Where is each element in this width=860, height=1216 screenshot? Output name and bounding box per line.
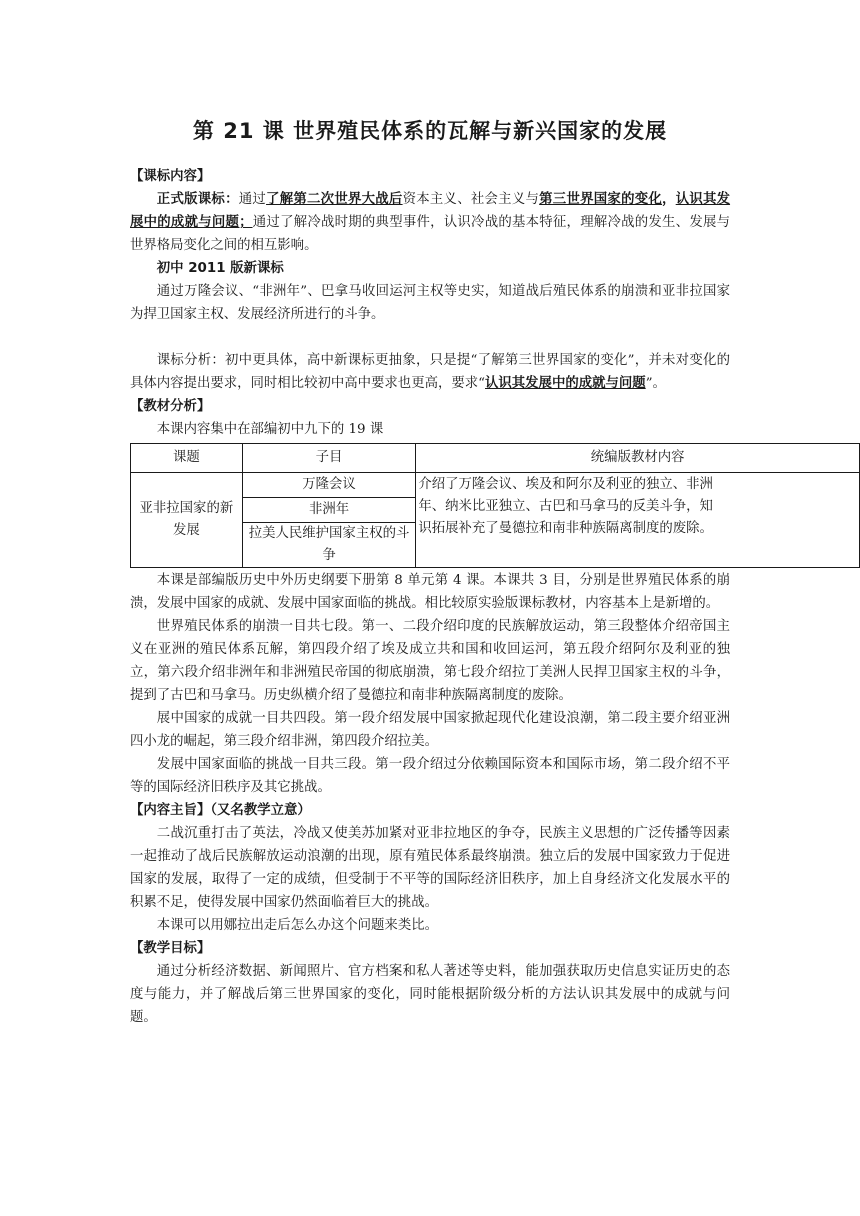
table-header-content: 统编版教材内容 bbox=[416, 444, 860, 473]
page-title: 第 21 课 世界殖民体系的瓦解与新兴国家的发展 bbox=[192, 119, 668, 143]
table-row bbox=[131, 473, 860, 498]
table-cell-subitem: 万隆会议 bbox=[242, 473, 416, 498]
table-cell-topic: 亚非拉国家的新发展 bbox=[131, 473, 243, 568]
underlined-text: 第三世界国家的变化 bbox=[539, 192, 663, 207]
underlined-text: 了解第二次世界大战后 bbox=[266, 192, 403, 207]
table-header-topic: 课题 bbox=[131, 444, 243, 473]
paragraph-textbook-4: 发展中国家面临的挑战一目共三段。第一段介绍过分依赖国际资本和国际市场，第二段介绍不平等的国际经济旧秩序及其它挑战。 bbox=[130, 757, 730, 795]
label-official: 正式版课标： bbox=[156, 192, 239, 207]
table-cell-subitem: 拉美人民维护国家主权的斗争 bbox=[242, 523, 416, 568]
underlined-text: 认识其发展中的成就与问题； bbox=[130, 192, 731, 230]
underlined-text: 认识其发展中的成就与问题 bbox=[485, 376, 646, 391]
text-run: ”。 bbox=[645, 376, 666, 391]
blank-line bbox=[130, 326, 730, 349]
paragraph-theme-1: 二战沉重打击了英法，冷战又使美苏加紧对亚非拉地区的争夺，民族主义思想的广泛传播等因素一起推动了战后民族解放运动浪潮的出现，原有殖民体系最终崩溃。独立后的发展中国家致力于促进国家的发展，取得了一定的成绩，但受制于不平等的国际经济旧秩序，加上自身经济文化发展水平的积累不足，使得发展中国家仍然面临着巨大的挑战。 bbox=[130, 826, 730, 910]
text-run: 资本主义、社会主义与 bbox=[402, 192, 540, 207]
paragraph-textbook-intro: 本课内容集中在部编初中九下的 19 课 bbox=[156, 422, 384, 437]
paragraph-objectives-1: 通过分析经济数据、新闻照片、官方档案和私人著述等史料，能加强获取历史信息实证历史的态度与能力，并了解战后第三世界国家的变化，同时能根据阶级分析的方法认识其发展中的成就与问题。 bbox=[130, 964, 730, 1025]
paragraph-textbook-3: 展中国家的成就一目共四段。第一段介绍发展中国家掀起现代化建设浪潮，第二段主要介绍亚洲四小龙的崛起，第三段介绍非洲，第四段介绍拉美。 bbox=[130, 711, 730, 749]
paragraph-official-standard bbox=[130, 188, 730, 257]
text-run: ， bbox=[662, 192, 676, 207]
document-body bbox=[130, 165, 730, 1029]
paragraph-textbook-1: 本课是部编版历史中外历史纲要下册第 8 单元第 4 课。本课共 3 目，分别是世界殖民体系的崩溃，发展中国家的成就、发展中国家面临的挑战。相比较原实验版课标教材，内容基本上是新增的。 bbox=[130, 573, 730, 611]
paragraph-standard-analysis bbox=[130, 349, 730, 395]
paragraph-textbook-2: 世界殖民体系的崩溃一目共七段。第一、二段介绍印度的民族解放运动，第三段整体介绍帝国主义在亚洲的殖民体系瓦解，第四段介绍了埃及成立共和国和收回运河，第五段介绍阿尔及利亚的独立，第六段介绍非洲年和非洲殖民帝国的彻底崩溃，第七段介绍拉丁美洲人民捍卫国家主权的斗争，提到了古巴和马拿马。历史纵横介绍了曼德拉和南非种族隔离制度的废除。 bbox=[130, 619, 730, 703]
text-run: 通过了解冷战时期的典型事件，认识冷战的基本特征，理解冷战的发生、发展与世界格局变化之间的相互影响。 bbox=[130, 215, 731, 253]
paragraph-middle-school-standard: 通过万隆会议、“非洲年”、巴拿马收回运河主权等史实，知道战后殖民体系的崩溃和亚非拉国家为捍卫国家主权、发展经济所进行的斗争。 bbox=[130, 284, 730, 322]
section-heading-objectives: 【教学目标】 bbox=[130, 941, 211, 956]
table-header-row bbox=[131, 444, 860, 473]
section-heading-standards: 【课标内容】 bbox=[130, 169, 211, 184]
section-heading-textbook: 【教材分析】 bbox=[130, 399, 211, 414]
table-cell-content bbox=[416, 473, 860, 568]
section-heading-theme: 【内容主旨】（又名教学立意） bbox=[130, 803, 311, 818]
table-header-subitem: 子目 bbox=[242, 444, 416, 473]
text-run: 通过 bbox=[238, 192, 267, 207]
table-content-text: 介绍了万隆会议、埃及和阿尔及利亚的独立、非洲年、纳米比亚独立、古巴和马拿马的反美斗争，知识拓展补充了曼德拉和南非种族隔离制度的废除。 bbox=[418, 477, 713, 536]
textbook-table bbox=[130, 443, 860, 568]
table-cell-subitem: 非洲年 bbox=[242, 498, 416, 523]
text-run: 课标分析：初中更具体，高中新课标更抽象，只是提“了解第三世界国家的变化”，并未对变化的具体内容提出要求，同时相比较初中高中要求也更高，要求“ bbox=[130, 353, 730, 391]
label-middle-school-standard: 初中 2011 版新课标 bbox=[156, 261, 284, 276]
paragraph-theme-2: 本课可以用娜拉出走后怎么办这个问题来类比。 bbox=[156, 918, 438, 933]
